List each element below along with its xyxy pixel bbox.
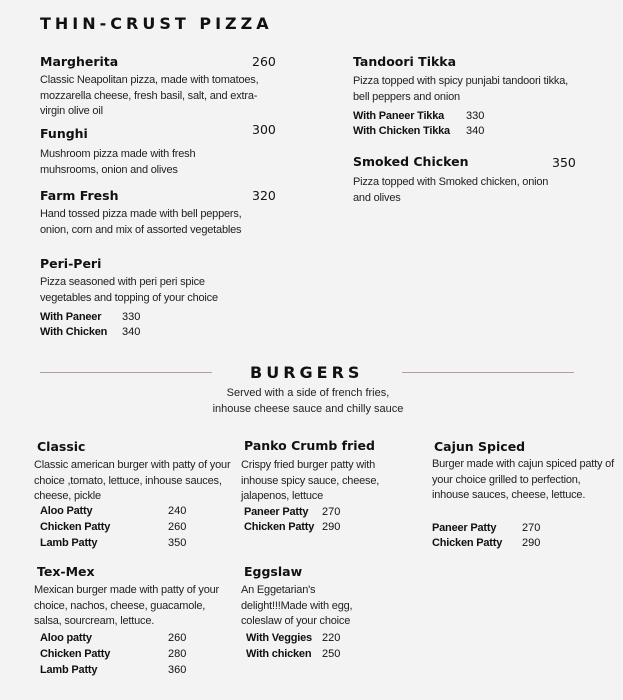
variant-label: With Veggies xyxy=(246,632,312,644)
item-price: 260 xyxy=(252,54,276,69)
section-title-pizza: THIN-CRUST PIZZA xyxy=(40,14,273,33)
variant-price: 240 xyxy=(168,505,187,517)
item-name: Farm Fresh xyxy=(40,188,119,203)
variant-price: 340 xyxy=(122,326,141,338)
variant-label: With chicken xyxy=(246,648,312,660)
variant-label: With Paneer xyxy=(40,311,102,323)
variant-price: 340 xyxy=(466,125,485,137)
variant-label: Lamb Patty xyxy=(40,537,98,549)
item-name: Margherita xyxy=(40,54,119,69)
variant-price: 270 xyxy=(322,506,341,518)
item-name: Peri-Peri xyxy=(40,256,102,271)
variant-label: Paneer Patty xyxy=(244,506,309,518)
variant-label: Chicken Patty xyxy=(40,521,111,533)
variant-price: 270 xyxy=(522,522,541,534)
item-name: Cajun Spiced xyxy=(434,439,526,454)
divider-right xyxy=(402,372,574,373)
variant-label: Aloo Patty xyxy=(40,505,93,517)
variant-label: Paneer Patty xyxy=(432,522,497,534)
item-name: Tandoori Tikka xyxy=(353,54,457,69)
variant-label: Chicken Patty xyxy=(244,521,315,533)
item-price: 350 xyxy=(552,155,576,170)
section-title-burgers: BURGERS xyxy=(250,363,364,382)
item-name: Classic xyxy=(37,439,86,454)
burgers-subtitle xyxy=(158,386,458,417)
variant-price: 290 xyxy=(322,521,341,533)
variant-price: 330 xyxy=(122,311,141,323)
item-name: Eggslaw xyxy=(244,564,303,579)
variant-label: Chicken Patty xyxy=(432,537,503,549)
divider-left xyxy=(40,372,212,373)
variant-label: Aloo patty xyxy=(40,632,92,644)
item-description: Pizza seasoned with peri peri spice vegetables and topping of your choice xyxy=(40,276,218,304)
item-price: 300 xyxy=(252,122,276,137)
variant-price: 260 xyxy=(168,632,187,644)
item-description: Mexican burger made with patty of your choice, nachos, cheese, guacamole, salsa, sourcream, lettuce. xyxy=(34,584,219,627)
variant-label: Lamb Patty xyxy=(40,664,98,676)
variant-label: Chicken Patty xyxy=(40,648,111,660)
variant-price: 260 xyxy=(168,521,187,533)
variant-price: 220 xyxy=(322,632,341,644)
item-description: Pizza topped with Smoked chicken, onion and olives xyxy=(353,176,549,204)
subtitle-line: Served with a side of french fries, xyxy=(226,387,390,399)
item-name: Panko Crumb fried xyxy=(244,438,375,453)
item-description: Hand tossed pizza made with bell peppers, onion, corn and mix of assorted vegetables xyxy=(40,208,242,236)
item-description: Crispy fried burger patty with inhouse spicy sauce, cheese, jalapenos, lettuce xyxy=(241,459,380,502)
item-description: Pizza topped with spicy punjabi tandoori tikka, bell peppers and onion xyxy=(353,75,569,103)
variant-price: 290 xyxy=(522,537,541,549)
item-name: Tex-Mex xyxy=(37,564,95,579)
variant-price: 250 xyxy=(322,648,341,660)
item-description: Classic Neapolitan pizza, made with tomatoes, mozzarella cheese, fresh basil, salt, and extra-virgin olive oil xyxy=(40,74,259,117)
variant-label: With Chicken xyxy=(40,326,108,338)
item-description: Burger made with cajun spiced patty of your choice grilled to perfection, inhouse sauces, cheese, lettuce. xyxy=(432,458,614,501)
subtitle-line: inhouse cheese sauce and chilly sauce xyxy=(212,402,404,415)
variant-label: With Paneer Tikka xyxy=(353,110,445,122)
variant-price: 350 xyxy=(168,537,187,549)
variant-price: 360 xyxy=(168,664,187,676)
variant-price: 280 xyxy=(168,648,187,660)
item-price: 320 xyxy=(252,188,276,203)
item-name: Funghi xyxy=(40,126,88,141)
item-description: Classic american burger with patty of your choice ,tomato, lettuce, inhouse sauces, cheese, pickle xyxy=(34,459,231,502)
item-description: An Eggetarian's delight!!!Made with egg, coleslaw of your choice xyxy=(241,584,353,627)
variant-label: With Chicken Tikka xyxy=(353,125,450,137)
item-description: Mushroom pizza made with fresh muhsrooms, onion and olives xyxy=(40,148,196,176)
variant-price: 330 xyxy=(466,110,485,122)
item-name: Smoked Chicken xyxy=(353,154,469,169)
